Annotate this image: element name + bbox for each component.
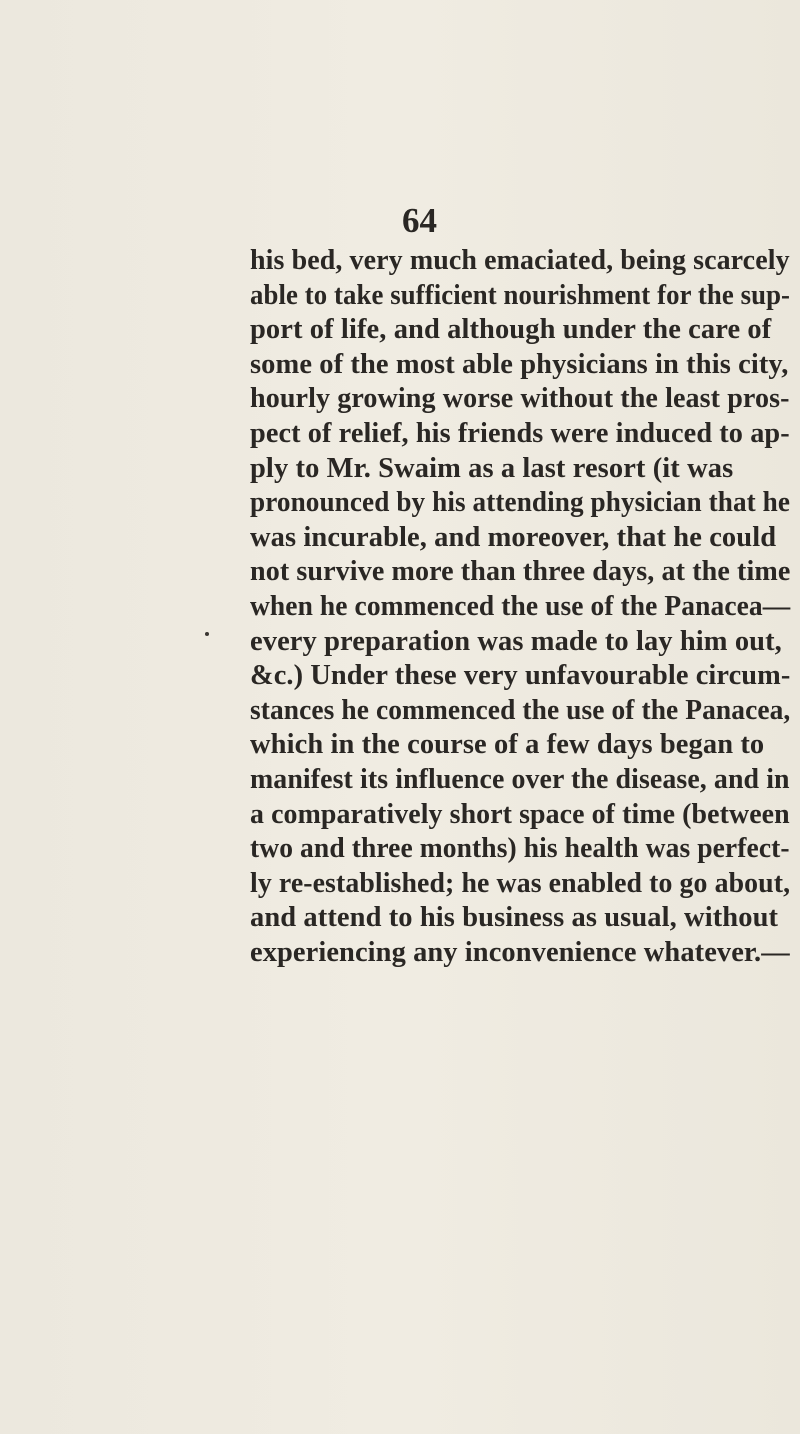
text-line: his bed, very much emaciated, being scarcely: [250, 244, 790, 276]
text-line: every preparation was made to lay him out,: [250, 624, 782, 657]
text-line: experiencing any inconvenience whatever.—: [250, 935, 790, 968]
text-line: some of the most able physicians in this city,: [250, 347, 789, 380]
page-number: 64: [402, 201, 437, 240]
text-line: manifest its influence over the disease, and in: [250, 762, 790, 795]
text-line: ply to Mr. Swaim as a last resort (it was: [250, 451, 734, 484]
text-line: when he commenced the use of the Panacea—: [250, 589, 791, 622]
text-line: stances he commenced the use of the Panacea,: [250, 693, 791, 726]
text-line: pronounced by his attending physician that he: [250, 486, 791, 519]
text-line: &c.) Under these very unfavourable circum-: [250, 659, 791, 692]
margin-mark: [205, 632, 209, 636]
text-line: ly re-established; he was enabled to go about,: [250, 866, 791, 899]
text-line: not survive more than three days, at the time: [250, 555, 791, 588]
body-text: [250, 243, 800, 969]
text-line: hourly growing worse without the least pros-: [250, 382, 790, 415]
text-line: two and three months) his health was perfect-: [250, 832, 790, 865]
text-line: a comparatively short space of time (between: [250, 797, 790, 830]
text-line: and attend to his business as usual, without: [250, 901, 779, 934]
text-line: port of life, and although under the care of: [250, 313, 772, 346]
text-line: pect of relief, his friends were induced to ap-: [250, 416, 790, 449]
text-line: able to take sufficient nourishment for the sup-: [250, 278, 791, 311]
text-line: which in the course of a few days began to: [250, 728, 765, 761]
text-line: was incurable, and moreover, that he could: [250, 520, 777, 553]
